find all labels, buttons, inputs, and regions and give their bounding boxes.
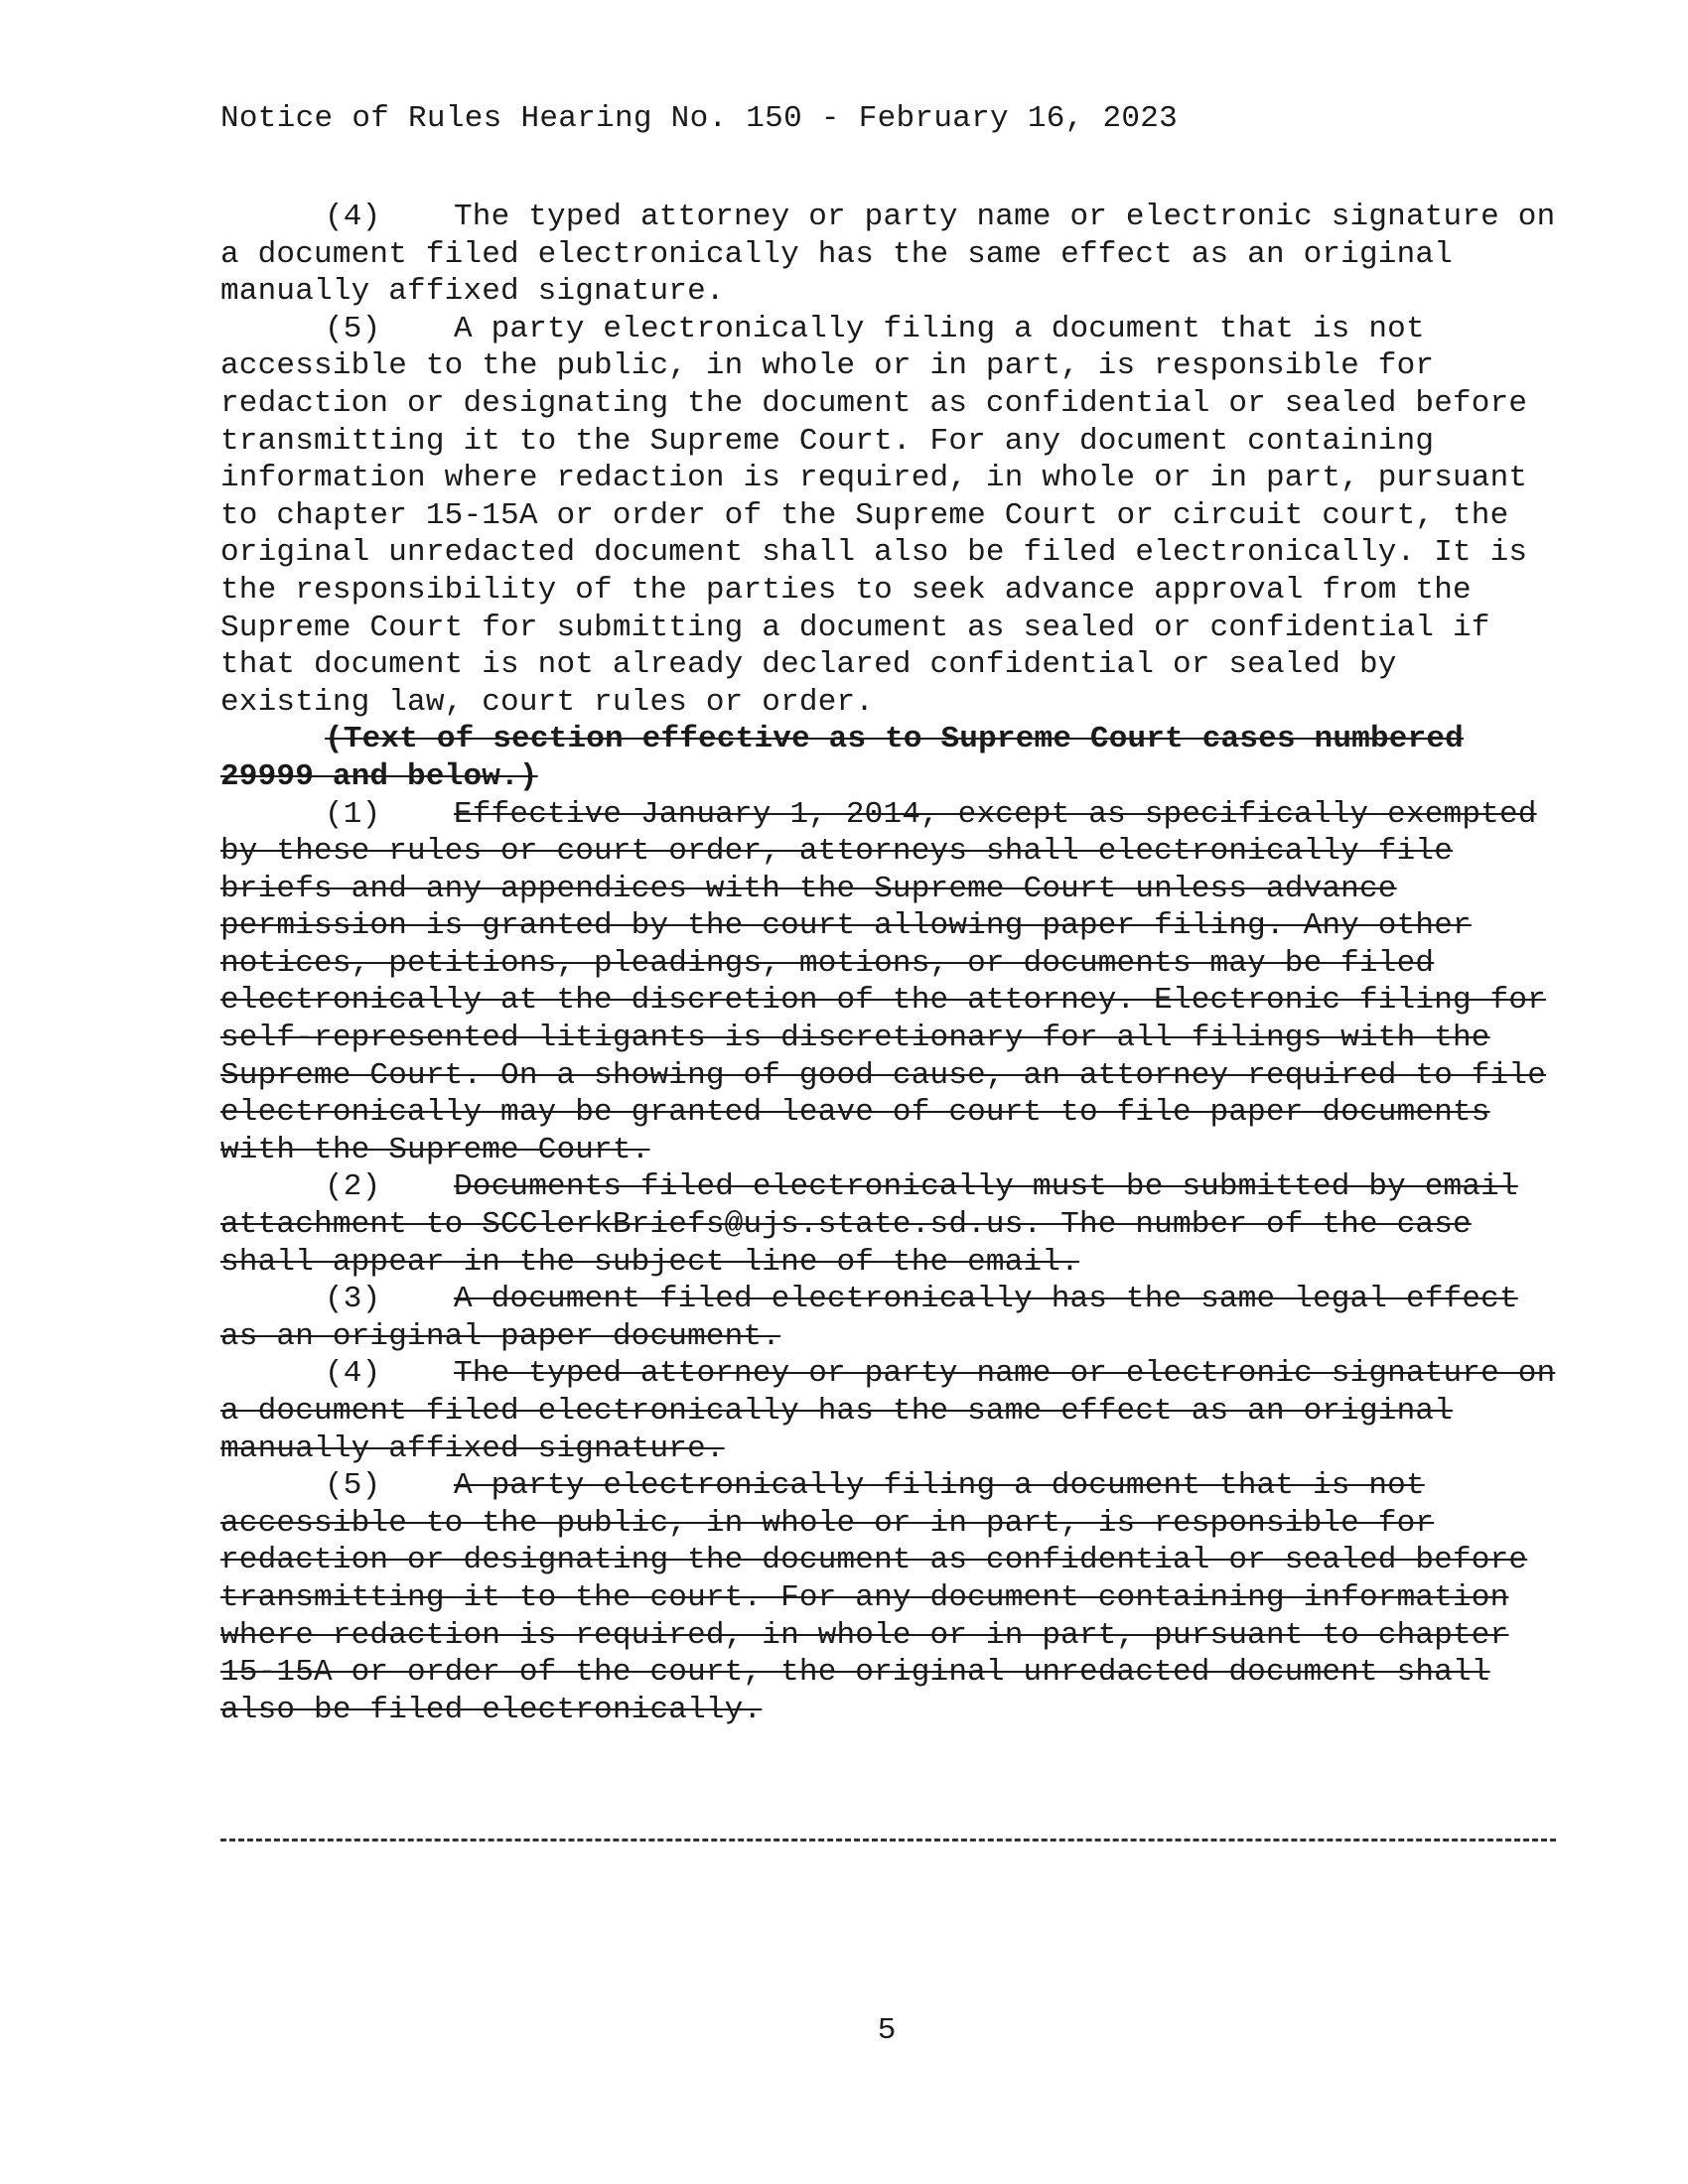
struck-paragraph-5 — [220, 1467, 1556, 1728]
paragraph-number: (4) — [325, 1356, 381, 1392]
paragraph-text: A party electronically filing a document that is not accessible to the public, in whole or in part, is responsible for redaction or designating the document as confidential or sealed before transmitting it to the court. For any document containing information where redaction is required, in whole or in part, pursuant to chapter 15-15A or order of the court, the original unredacted document shall also be filed electronically. — [220, 1468, 1528, 1727]
struck-section-heading: (Text of section effective as to Supreme Court cases numbered 29999 and below.) — [220, 722, 1464, 794]
paragraph-text: Documents filed electronically must be submitted by email attachment to SCClerkBriefs@ujs.state.sd.us. The number of the case shall appear in the subject line of the email. — [220, 1169, 1518, 1280]
document-body — [220, 199, 1556, 1728]
struck-paragraph-4 — [220, 1355, 1556, 1467]
paragraph-number: (2) — [325, 1169, 381, 1205]
paragraph-text: Effective January 1, 2014, except as specifically exempted by these rules or court order, attorneys shall electronically file briefs and any appendices with the Supreme Court unless advance permission is granted by the court allowing paper filing. Any other notices, petitions, pleadings, motions, or documents may be filed electronically at the discretion of the attorney. Electronic filing for self-represented litigants is discretionary for all filings with the Supreme Court. On a showing of good cause, an attorney required to file electronically may be granted leave of court to file paper documents with the Supreme Court. — [220, 796, 1547, 1167]
paragraph-text: The typed attorney or party name or electronic signature on a document filed electronically has the same effect as an original manually affixed signature. — [220, 200, 1556, 310]
page-header: Notice of Rules Hearing No. 150 - February 16, 2023 — [220, 101, 1179, 136]
paragraph-text: A document filed electronically has the same legal effect as an original paper document. — [220, 1282, 1518, 1354]
dashed-separator — [220, 1839, 1556, 1842]
paragraph-5 — [220, 311, 1556, 722]
paragraph-number: (5) — [325, 311, 381, 346]
paragraph-text: The typed attorney or party name or electronic signature on a document filed electronically has the same effect as an original manually affixed signature. — [220, 1356, 1556, 1466]
paragraph-number: (3) — [325, 1282, 381, 1317]
struck-paragraph-1 — [220, 796, 1556, 1169]
paragraph-4 — [220, 199, 1556, 311]
paragraph-number: (5) — [325, 1468, 381, 1504]
paragraph-number: (4) — [325, 200, 381, 234]
page-number: 5 — [877, 2013, 897, 2048]
paragraph-number: (1) — [325, 796, 381, 832]
paragraph-text: A party electronically filing a document that is not accessible to the public, in whole or in part, is responsible for redaction or designating the document as confidential or sealed before transmitting it to the Supreme Court. For any document containing information where redaction is required, in whole or in part, pursuant to chapter 15-15A or order of the Supreme Court or circuit court, the original unredacted document shall also be filed electronically. It is the responsibility of the parties to seek advance approval from the Supreme Court for submitting a document as sealed or confidential if that document is not already declared confidential or sealed by existing law, court rules or order. — [220, 311, 1528, 720]
struck-paragraph-3 — [220, 1281, 1556, 1355]
struck-paragraph-2 — [220, 1168, 1556, 1281]
